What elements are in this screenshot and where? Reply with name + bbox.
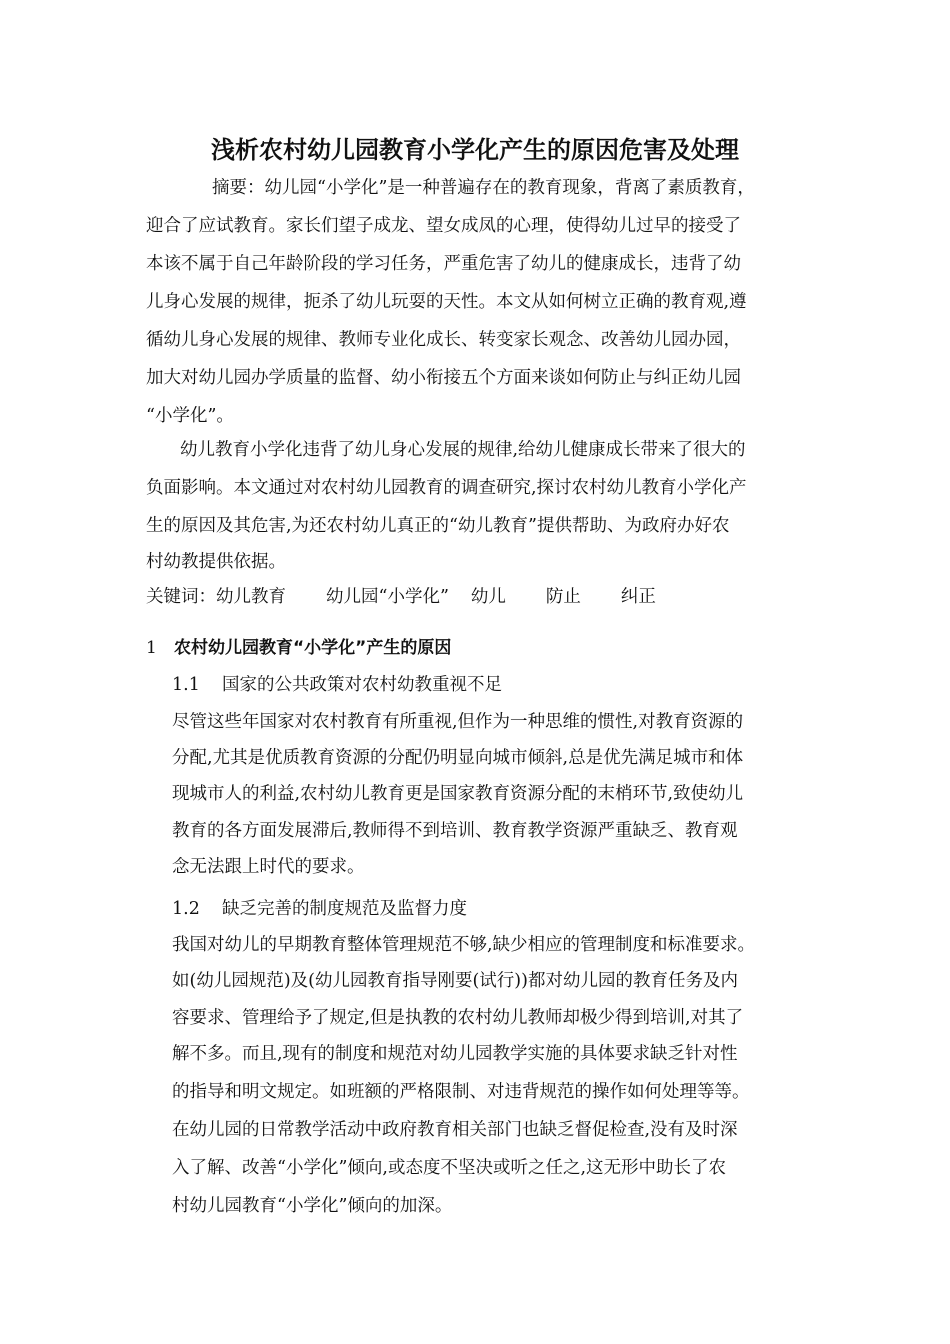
body-line: 我国对幼儿的早期教育整体管理规范不够,缺少相应的管理制度和标准要求。 xyxy=(172,935,756,955)
keyword-item: 纠正 xyxy=(620,587,656,607)
subsection-title: 缺乏完善的制度规范及监督力度 xyxy=(222,899,467,919)
body-line: 教育的各方面发展滞后,教师得不到培训、教育教学资源严重缺乏、教育观 xyxy=(172,821,738,841)
subsection-title: 国家的公共政策对农村幼教重视不足 xyxy=(222,675,502,695)
body-line: 村幼儿园教育“小学化”倾向的加深。 xyxy=(172,1196,453,1216)
keyword-item: 幼儿 xyxy=(470,587,506,607)
abstract-line: 循幼儿身心发展的规律、教师专业化成长、转变家长观念、改善幼儿园办园， xyxy=(146,330,741,350)
body-line: 容要求、管理给予了规定,但是执教的农村幼儿教师却极少得到培训,对其了 xyxy=(172,1008,744,1028)
subsection-heading xyxy=(172,672,502,698)
keywords-row xyxy=(146,584,656,610)
abstract-line: 本该不属于自己年龄阶段的学习任务，严重危害了幼儿的健康成长，违背了幼 xyxy=(146,254,741,274)
abstract-line: 加大对幼儿园办学质量的监督、幼小衔接五个方面来谈如何防止与纠正幼儿园 xyxy=(146,368,741,388)
document-title: 浅析农村幼儿园教育小学化产生的原因危害及处理 xyxy=(211,136,739,164)
body-line: 在幼儿园的日常教学活动中政府教育相关部门也缺乏督促检查,没有及时深 xyxy=(172,1120,738,1140)
intro-line: 村幼教提供依据。 xyxy=(146,552,286,572)
keywords-label: 关键词： xyxy=(146,587,216,607)
body-line: 现城市人的利益,农村幼儿教育更是国家教育资源分配的末梢环节,致使幼儿 xyxy=(172,784,744,804)
abstract-line: 摘要：幼儿园“小学化”是一种普遍存在的教育现象，背离了素质教育， xyxy=(212,178,755,198)
body-line: 念无法跟上时代的要求。 xyxy=(172,857,365,877)
intro-line: 生的原因及其危害,为还农村幼儿真正的“幼儿教育”提供帮助、为政府办好农 xyxy=(146,516,730,536)
intro-line: 负面影响。本文通过对农村幼儿园教育的调查研究,探讨农村幼儿教育小学化产 xyxy=(146,478,747,498)
body-line: 分配,尤其是优质教育资源的分配仍明显向城市倾斜,总是优先满足城市和体 xyxy=(172,748,744,768)
keyword-item: 防止 xyxy=(545,587,581,607)
section-title: 农村幼儿园教育“小学化”产生的原因 xyxy=(174,638,452,658)
section-number: 1 xyxy=(146,638,157,658)
section-heading xyxy=(146,635,451,661)
body-line: 的指导和明文规定。如班额的严格限制、对违背规范的操作如何处理等等。 xyxy=(172,1082,750,1102)
body-line: 解不多。而且,现有的制度和规范对幼儿园教学实施的具体要求缺乏针对性 xyxy=(172,1044,738,1064)
subsection-number: 1.2 xyxy=(172,899,200,919)
keyword-item: 幼儿园“小学化” xyxy=(326,587,449,607)
abstract-line: 迎合了应试教育。家长们望子成龙、望女成凤的心理，使得幼儿过早的接受了 xyxy=(146,216,741,236)
abstract-line: “小学化”。 xyxy=(146,406,234,426)
body-line: 入了解、改善“小学化”倾向,或态度不坚决或听之任之,这无形中助长了农 xyxy=(172,1158,727,1178)
subsection-heading xyxy=(172,896,467,922)
abstract-line: 儿身心发展的规律，扼杀了幼儿玩耍的天性。本文从如何树立正确的教育观,遵 xyxy=(146,292,747,312)
intro-line: 幼儿教育小学化违背了幼儿身心发展的规律,给幼儿健康成长带来了很大的 xyxy=(180,440,746,460)
subsection-number: 1.1 xyxy=(172,675,200,695)
body-line: 尽管这些年国家对农村教育有所重视,但作为一种思维的惯性,对教育资源的 xyxy=(172,712,744,732)
keyword-item: 幼儿教育 xyxy=(216,587,286,607)
body-line: 如(幼儿园规范)及(幼儿园教育指导刚要(试行))都对幼儿园的教育任务及内 xyxy=(172,971,738,991)
